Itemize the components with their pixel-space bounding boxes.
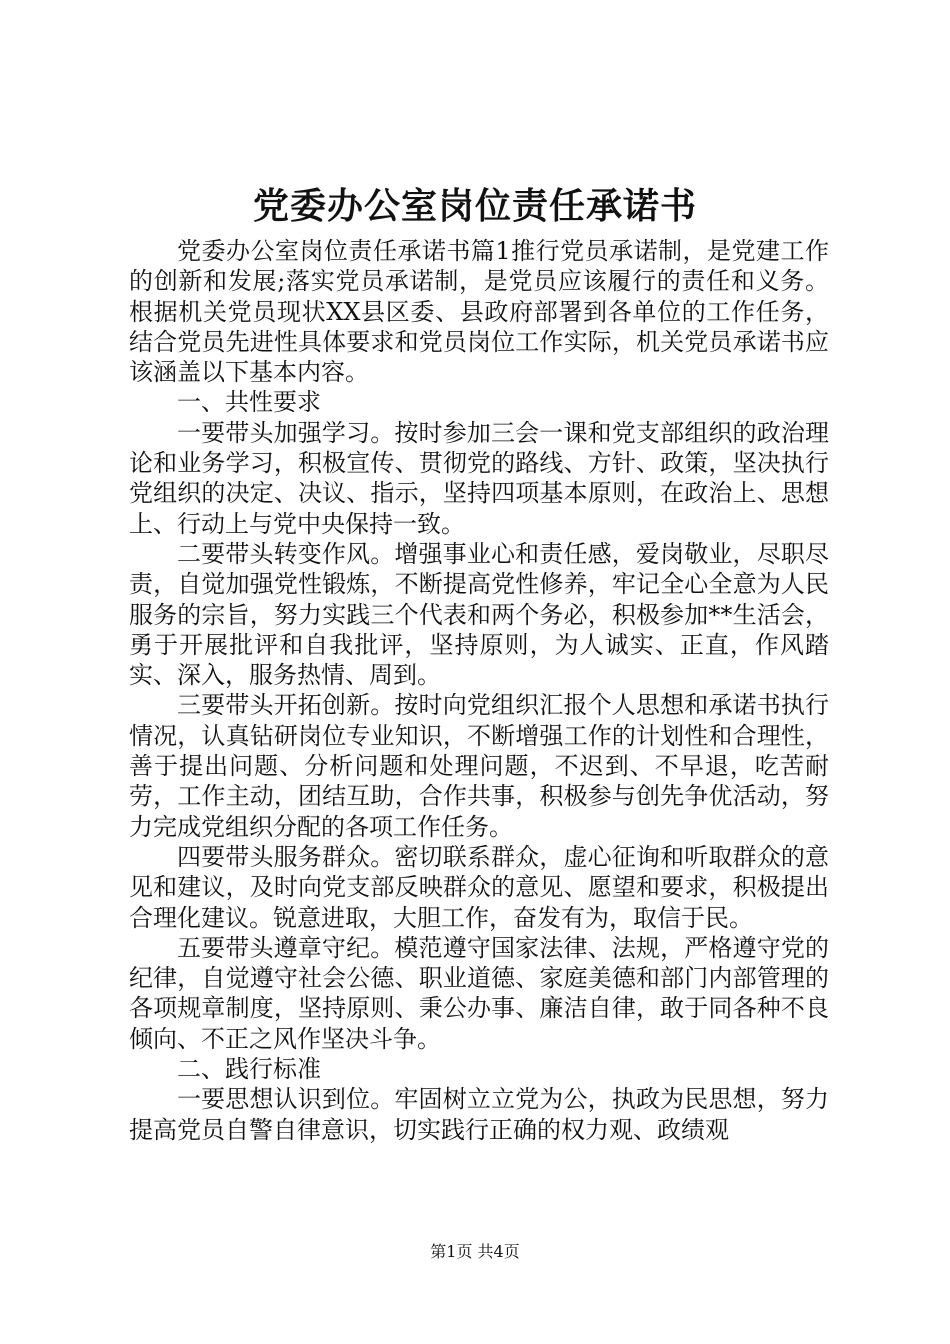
paragraph-work-style: 二要带头转变作风。增强事业心和责任感，爱岗敬业，尽职尽责，自觉加强党性锻炼，不断提高党性修养，牢记全心全意为人民服务的宗旨，努力实践三个代表和两个务必，积极参加**生活会，勇于开展批评和自我批评，坚持原则，为人诚实、正直，作风踏实、深入，服务热情、周到。 — [129, 539, 829, 690]
document-body — [129, 236, 829, 1145]
paragraph-intro: 党委办公室岗位责任承诺书篇1推行党员承诺制，是党建工作的创新和发展;落实党员承诺制，是党员应该履行的责任和义务。根据机关党员现状XX县区委、县政府部署到各单位的工作任务，结合党员先进性具体要求和党员岗位工作实际，机关党员承诺书应该涵盖以下基本内容。 — [129, 237, 829, 387]
paragraph-study: 一要带头加强学习。按时参加三会一课和党支部组织的政治理论和业务学习，积极宣传、贯彻党的路线、方针、政策，坚决执行党组织的决定、决议、指示，坚持四项基本原则，在政治上、思想上、行动上与党中央保持一致。 — [129, 418, 829, 538]
page-footer: 第1页 共4页 — [430, 1242, 520, 1261]
document-title: 党委办公室岗位责任承诺书 — [252, 185, 697, 227]
paragraph-thinking: 一要思想认识到位。牢固树立立党为公，执政为民思想，努力提高党员自警自律意识，切实践行正确的权力观、政绩观 — [129, 1085, 829, 1144]
paragraph-innovation: 三要带头开拓创新。按时向党组织汇报个人思想和承诺书执行情况，认真钻研岗位专业知识，不断增强工作的计划性和合理性，善于提出问题、分析问题和处理问题，不迟到、不早退，吃苦耐劳，工作主动，团结互助，合作共事，积极参与创先争优活动，努力完成党组织分配的各项工作任务。 — [129, 691, 829, 841]
section-heading-practice-standards: 二、践行标准 — [177, 1055, 321, 1084]
section-heading-common-requirements: 一、共性要求 — [177, 388, 321, 417]
paragraph-serve-masses: 四要带头服务群众。密切联系群众，虚心征询和听取群众的意见和建议，及时向党支部反映群众的意见、愿望和要求，积极提出合理化建议。锐意进取，大胆工作，奋发有为，取信于民。 — [129, 842, 829, 932]
paragraph-discipline: 五要带头遵章守纪。模范遵守国家法律、法规，严格遵守党的纪律，自觉遵守社会公德、职业道德、家庭美德和部门内部管理的各项规章制度，坚持原则、秉公办事、廉洁自律，敢于同各种不良倾向、不正之风作坚决斗争。 — [129, 933, 829, 1053]
